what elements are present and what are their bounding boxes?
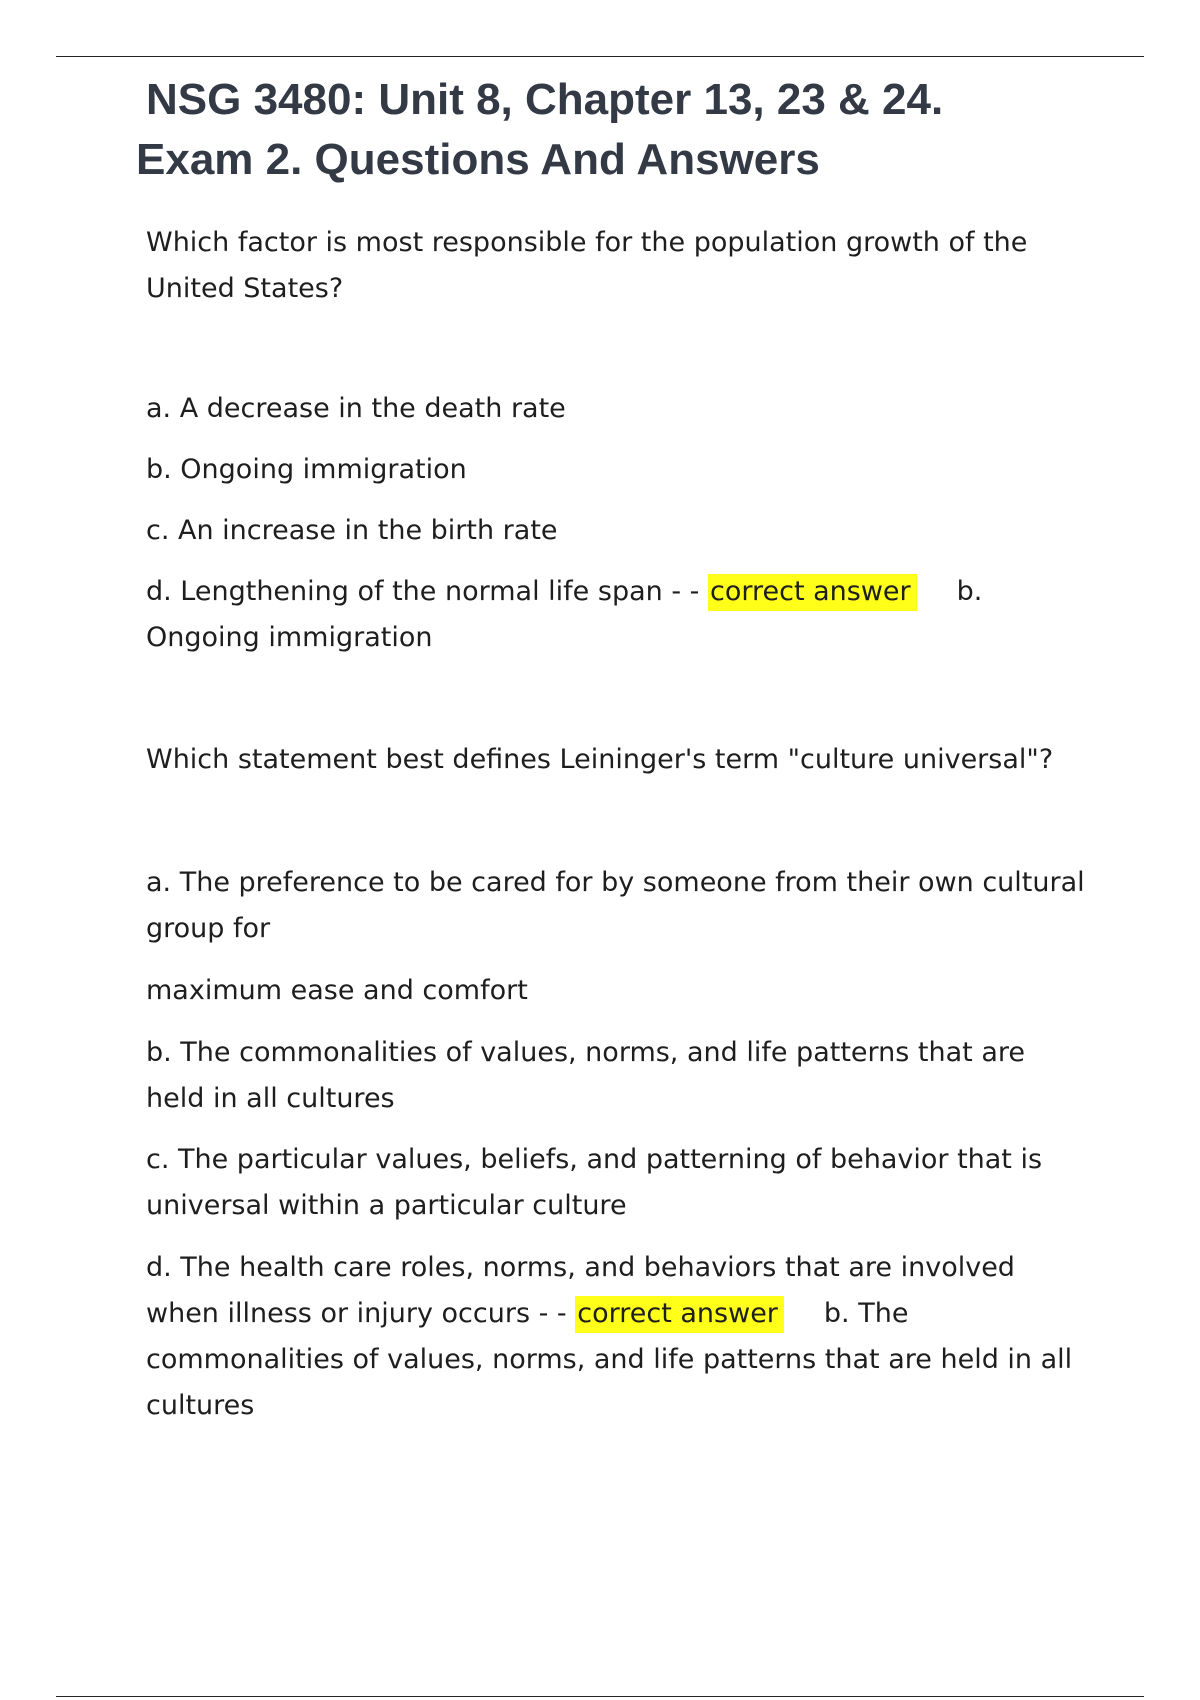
question-2-answer: b. The commonalities of values, norms, and life patterns that are held in all cultures (146, 1298, 1073, 1421)
question-2-prompt: Which statement best defines Leininger's term "culture universal"? (146, 744, 1054, 775)
title-line-2: Exam 2. Questions And Answers (136, 135, 820, 184)
question-1-option-c: c. An increase in the birth rate (146, 515, 558, 546)
question-1-option-b: b. Ongoing immigration (146, 454, 467, 485)
correct-answer-highlight: correct answer (708, 574, 917, 611)
title-line-1: NSG 3480: Unit 8, Chapter 13, 23 & 24. (146, 75, 944, 124)
bottom-rule (56, 1696, 1144, 1697)
document-title (136, 70, 1106, 190)
top-rule (56, 56, 1144, 57)
question-2-option-d (146, 1245, 1086, 1429)
question-2-option-a-continued: maximum ease and comfort (146, 975, 528, 1006)
question-1-option-d-text: d. Lengthening of the normal life span - - (146, 576, 708, 607)
question-2-option-a: a. The preference to be cared for by someone from their own cultural group for (146, 867, 1085, 944)
question-2-option-c: c. The particular values, beliefs, and patterning of behavior that is universal within a particular culture (146, 1144, 1043, 1221)
question-1-option-d (146, 569, 1086, 661)
question-2-option-b: b. The commonalities of values, norms, and life patterns that are held in all cultures (146, 1037, 1025, 1114)
correct-answer-highlight: correct answer (575, 1296, 784, 1333)
question-1-answer: b. Ongoing immigration (146, 576, 983, 653)
question-1-prompt: Which factor is most responsible for the population growth of the United States? (146, 227, 1028, 304)
question-1-option-a: a. A decrease in the death rate (146, 393, 566, 424)
question-2-option-d-text: d. The health care roles, norms, and behaviors that are involved when illness or injury occurs - - (146, 1252, 1015, 1329)
